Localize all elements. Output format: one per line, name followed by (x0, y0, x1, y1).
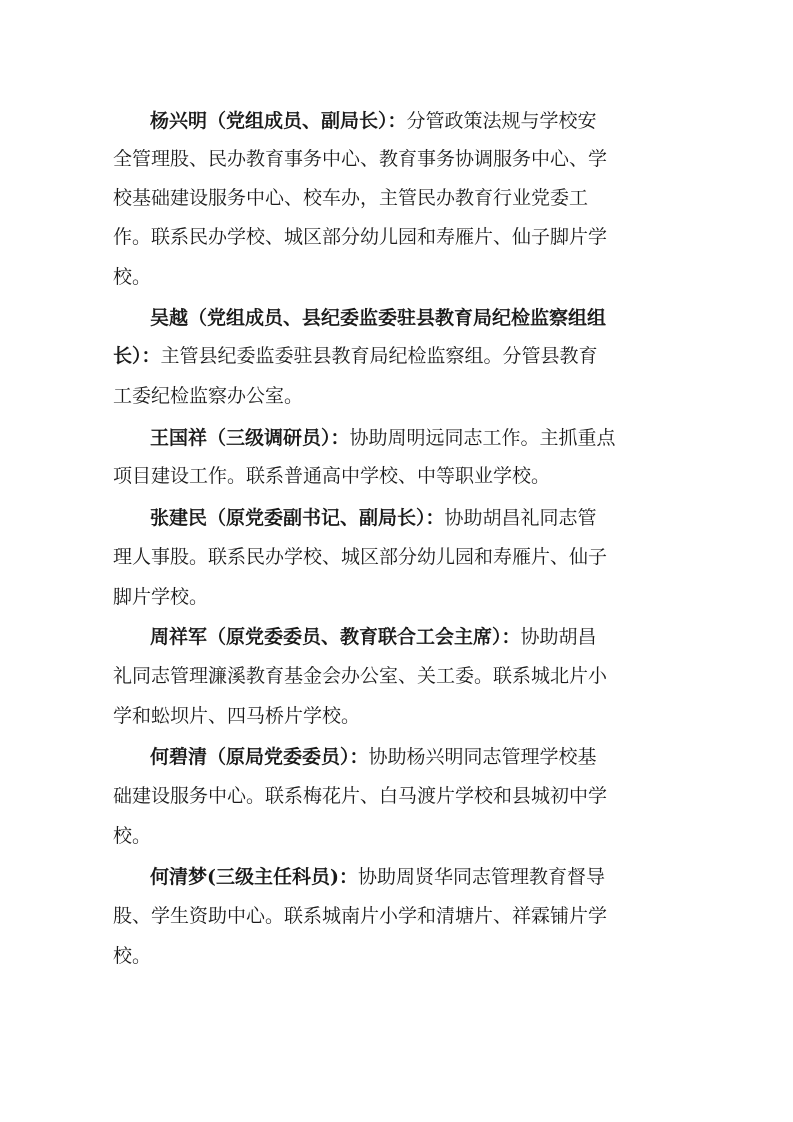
person-name-title: 王国祥（三级调研员）： (150, 427, 350, 449)
duty-text: 主管县纪委监委驻县教育局纪检监察组。分管县教育 (160, 345, 598, 367)
paragraph-6-line-1 (150, 744, 597, 770)
paragraph-1-line-2: 全管理股、民办教育事务中心、教育事务协调服务中心、学 (113, 148, 608, 170)
paragraph-4-line-3: 脚片学校。 (113, 586, 209, 608)
person-name-title: 张建民（原党委副书记、副局长）： (150, 507, 445, 529)
paragraph-2-line-2 (113, 343, 598, 369)
paragraph-4-line-1 (150, 505, 597, 531)
paragraph-3-line-1 (150, 425, 616, 451)
person-name-title: 吴越（党组成员、县纪委监委驻县教育局纪检监察组组 (150, 307, 607, 329)
paragraph-2-line-3: 工委纪检监察办公室。 (113, 385, 304, 407)
paragraph-7-line-1 (150, 864, 605, 890)
paragraph-1-line-1 (150, 108, 597, 134)
paragraph-5-line-1 (150, 624, 597, 650)
paragraph-1-line-5: 校。 (113, 266, 152, 288)
paragraph-6-line-3: 校。 (113, 825, 152, 847)
paragraph-1-line-4: 作。联系民办学校、城区部分幼儿园和寿雁片、仙子脚片学 (113, 226, 608, 248)
duty-text: 协助胡昌礼同志管 (444, 507, 597, 529)
person-name-title-cont: 长）： (113, 345, 161, 367)
paragraph-7-line-2: 股、学生资助中心。联系城南片小学和清塘片、祥霖铺片学 (113, 905, 608, 927)
person-name-title: 杨兴明（党组成员、副局长）： (150, 110, 407, 132)
paragraph-7-line-3: 校。 (113, 945, 152, 967)
paragraph-5-line-3: 学和蚣坝片、四马桥片学校。 (113, 705, 361, 727)
duty-text: 协助周明远同志工作。主抓重点 (349, 427, 616, 449)
paragraph-1-line-3: 校基础建设服务中心、校车办，主管民办教育行业党委工 (113, 187, 589, 209)
paragraph-2-line-1 (150, 305, 606, 331)
paragraph-5-line-2: 礼同志管理濂溪教育基金会办公室、关工委。联系城北片小 (113, 665, 608, 687)
duty-text: 协助周贤华同志管理教育督导 (357, 866, 605, 888)
person-name-title: 何清梦(三级主任科员)： (150, 866, 358, 888)
duty-text: 协助胡昌 (520, 626, 597, 648)
duty-text: 分管政策法规与学校安 (406, 110, 597, 132)
paragraph-3-line-2: 项目建设工作。联系普通高中学校、中等职业学校。 (113, 465, 551, 487)
person-name-title: 周祥军（原党委委员、教育联合工会主席）： (150, 626, 521, 648)
paragraph-4-line-2: 理人事股。联系民办学校、城区部分幼儿园和寿雁片、仙子 (113, 546, 608, 568)
person-name-title: 何碧清（原局党委委员）： (150, 746, 369, 768)
duty-text: 协助杨兴明同志管理学校基 (368, 746, 597, 768)
paragraph-6-line-2: 础建设服务中心。联系梅花片、白马渡片学校和县城初中学 (113, 785, 608, 807)
